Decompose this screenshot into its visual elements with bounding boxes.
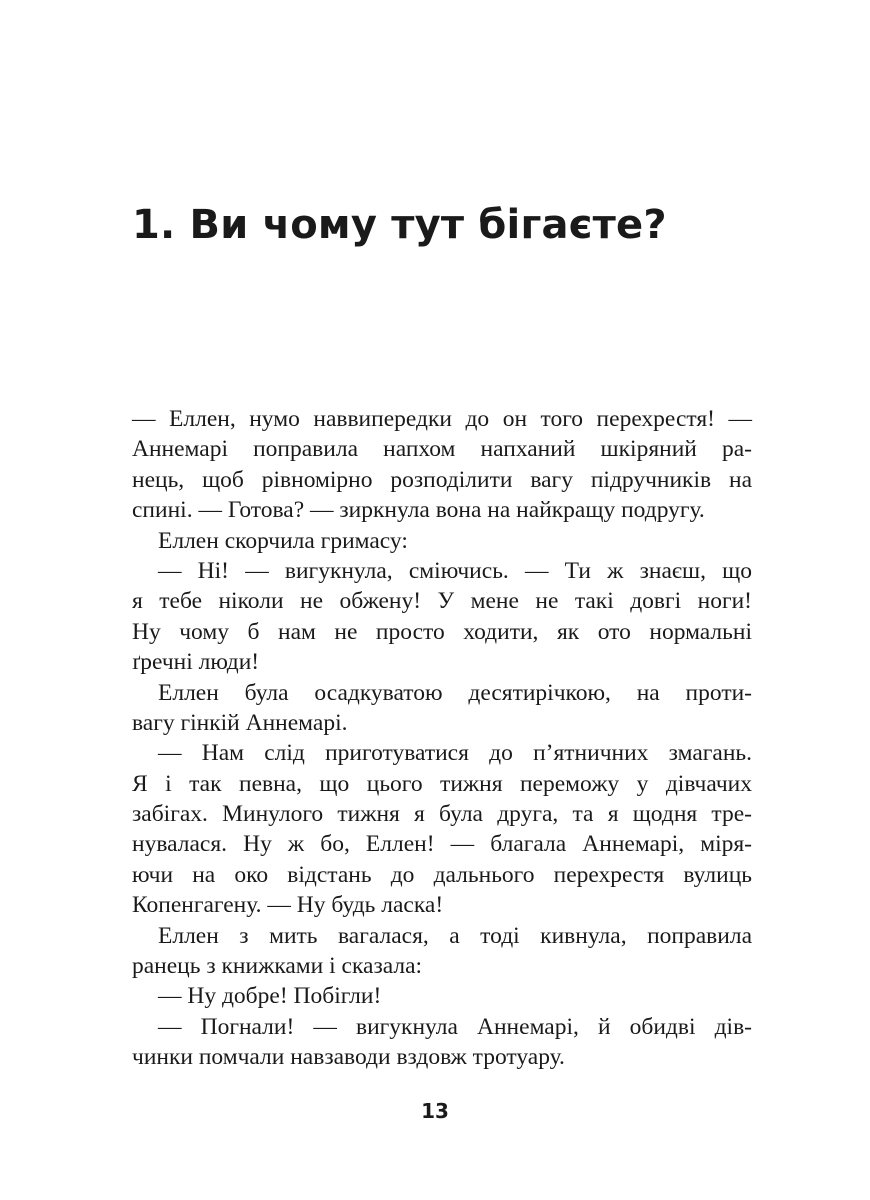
text-line: — Еллен, нумо наввипередки до он того перехрестя! — [132, 406, 752, 432]
text-line: — Нам слід приготуватися до п’ятничних змагань. [158, 740, 752, 767]
text-line: — Ну добре! Побігли! [158, 983, 382, 1010]
text-line: забігах. Минулого тижня я була друга, та я щодня тре- [132, 801, 752, 828]
text-line: Аннемарі поправила напхом напханий шкіряний ра- [132, 436, 752, 463]
page-number: 13 [421, 1099, 449, 1123]
text-line: ґречні люди! [132, 649, 260, 676]
text-line: ючи на око відстань до дальнього перехрестя вулиць [132, 861, 752, 888]
text-line: Копенгагену. — Ну будь ласка! [132, 892, 444, 919]
chapter-body-text [132, 404, 752, 1073]
text-line: Ну чому б нам не просто ходити, як ото нормальні [132, 618, 752, 645]
text-line: вагу гінкій Аннемарі. [132, 709, 348, 736]
chapter-title: 1. Ви чому тут бігаєте? [132, 202, 667, 248]
text-line: я тебе ніколи не обжену! У мене не такі довгі ноги! [132, 588, 752, 615]
text-line: ранець з книжками і сказала: [132, 953, 423, 980]
text-line: Еллен скорчила гримасу: [158, 527, 408, 554]
text-line: спині. — Готова? — зиркнула вона на найкращу подругу. [132, 497, 705, 524]
text-line: чинки помчали навзаводи вздовж тротуару. [132, 1044, 565, 1071]
text-line: — Ні! — вигукнула, сміючись. — Ти ж знаєш, що [158, 557, 752, 584]
text-line: нець, щоб рівномірно розподілити вагу підручників на [132, 466, 752, 493]
text-line: Еллен з мить вагалася, а тоді кивнула, поправила [158, 922, 752, 949]
text-line: нувалася. Ну ж бо, Еллен! — благала Аннемарі, міря- [132, 831, 752, 858]
text-line: — Погнали! — вигукнула Аннемарі, й обидві дів- [158, 1013, 752, 1040]
text-line: Еллен була осадкуватою десятирічкою, на проти- [158, 679, 752, 706]
text-line: Я і так певна, що цього тижня переможу у дівчачих [132, 770, 752, 797]
